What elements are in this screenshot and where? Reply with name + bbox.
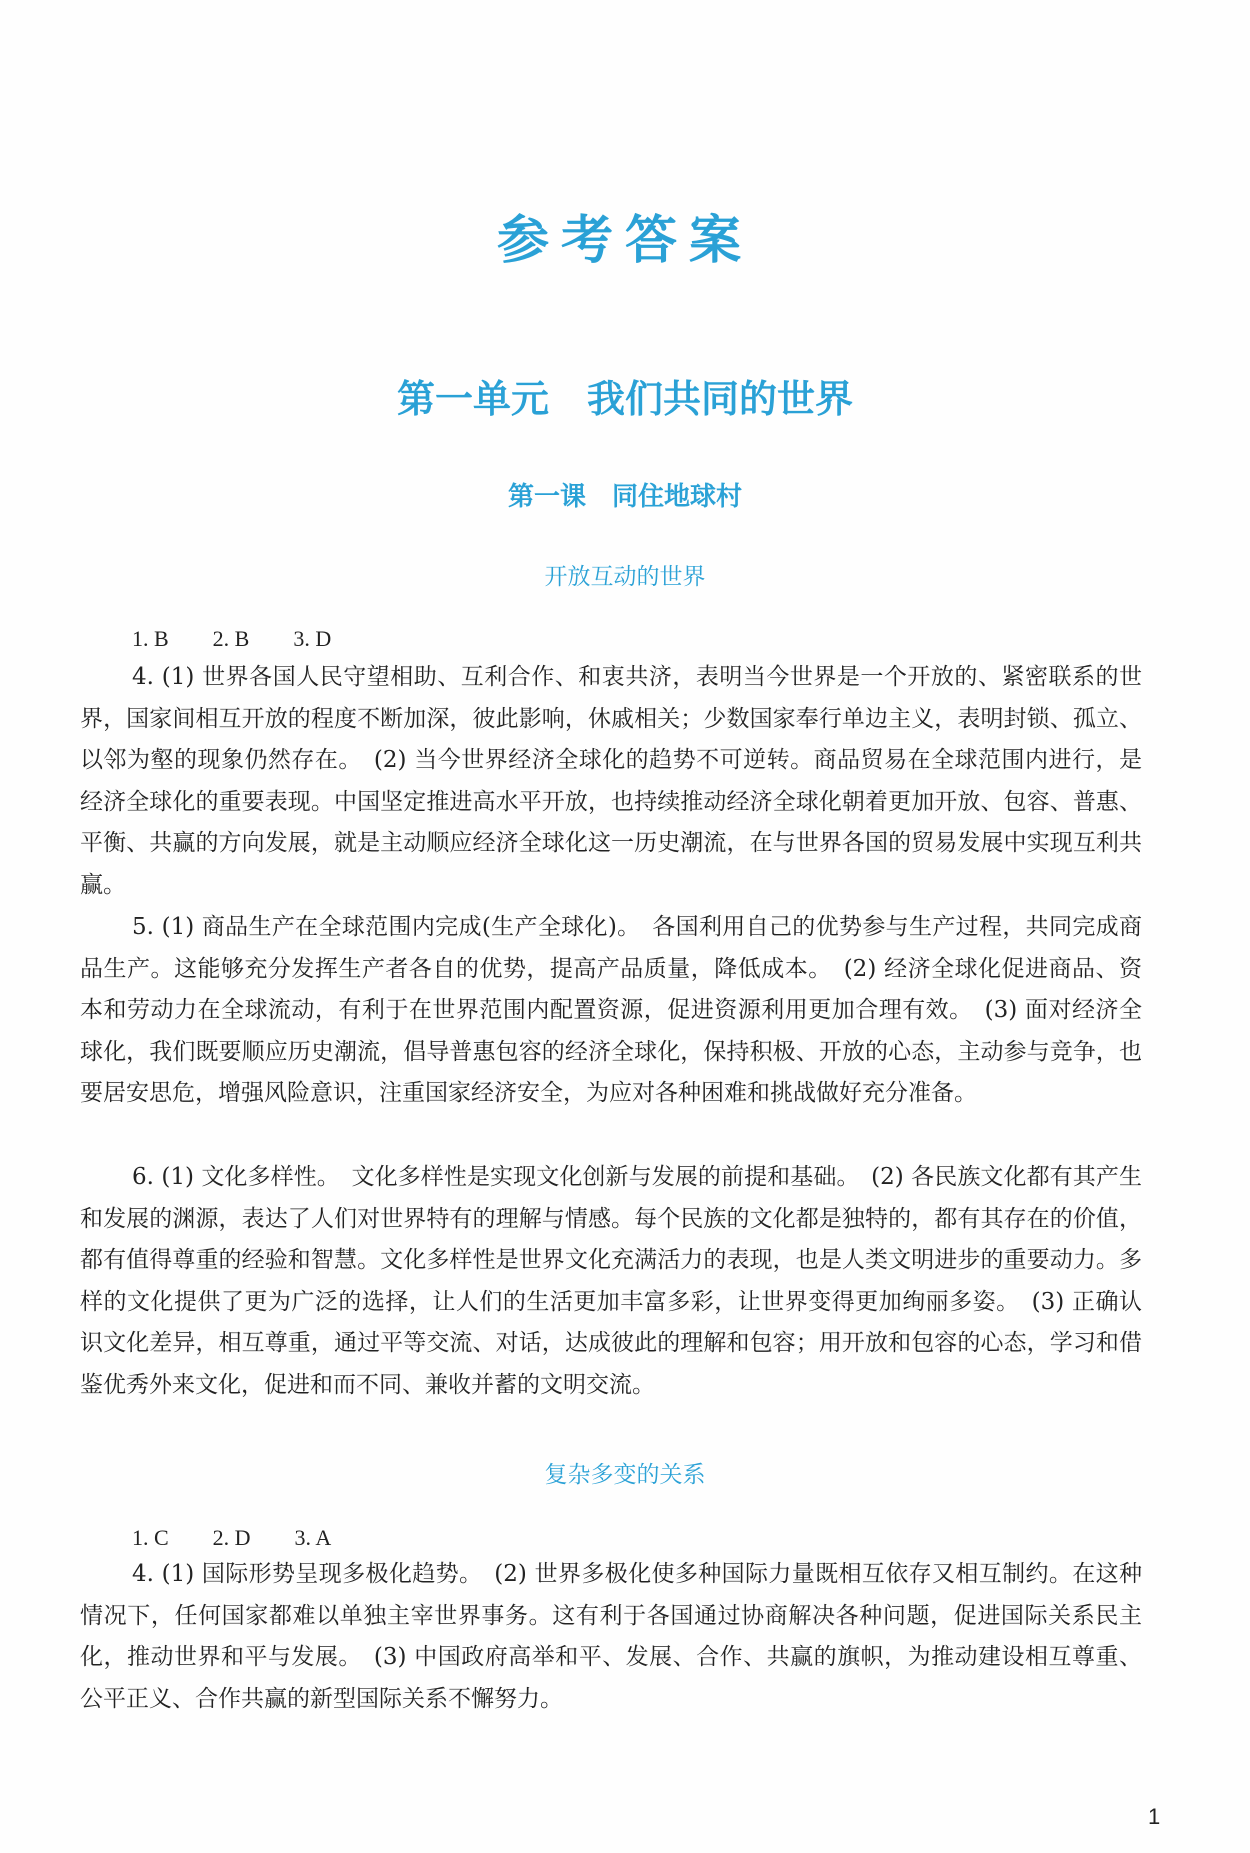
answer-paragraph: 4. (1) 世界各国人民守望相助、互利合作、和衷共济，表明当今世界是一个开放的、紧密联系的世界，国家间相互开放的程度不断加深，彼此影响，休戚相关；少数国家奉行单边主义，表明封锁、孤立、以邻为壑的现象仍然存在。 (2) 当今世界经济全球化的趋势不可逆转。商品贸易在全球范围内进行，是经济全球化的重要表现。中国坚定推进高水平开放，也持续推动经济全球化朝着更加开放、包容、普惠、平衡、共赢的方向发展，就是主动顺应经济全球化这一历史潮流，在与世界各国的贸易发展中实现互利共赢。 — [80, 664, 1142, 898]
section-title-complex-relations: 复杂多变的关系 — [544, 1462, 706, 1488]
page-number: 1 — [1148, 1804, 1161, 1829]
answer-paragraph: 5. (1) 商品生产在全球范围内完成(生产全球化)。 各国利用自己的优势参与生产过程，共同完成商品生产。这能够充分发挥生产者各自的优势，提高产品质量，降低成本。 (2) 经济全球化促进商品、资本和劳动力在全球流动，有利于在世界范围内配置资源，促进资源利用更加合理有效。 (3) 面对经济全球化，我们既要顺应历史潮流，倡导普惠包容的经济全球化，保持积极、开放的心态，主动参与竞争，也要居安思危，增强风险意识，注重国家经济安全，为应对各种困难和挑战做好充分准备。 — [80, 914, 1142, 1106]
unit-title: 第一单元 我们共同的世界 — [396, 376, 853, 421]
choice-answers: 1. C 2. D 3. A — [132, 1525, 332, 1550]
answer-paragraph: 6. (1) 文化多样性。 文化多样性是实现文化创新与发展的前提和基础。 (2) 各民族文化都有其产生和发展的渊源，表达了人们对世界特有的理解与情感。每个民族的文化都是独特的，都有其存在的价值，都有值得尊重的经验和智慧。文化多样性是世界文化充满活力的表现，也是人类文明进步的重要动力。多样的文化提供了更为广泛的选择，让人们的生活更加丰富多彩，让世界变得更加绚丽多姿。 (3) 正确认识文化差异，相互尊重，通过平等交流、对话，达成彼此的理解和包容；用开放和包容的心态，学习和借鉴优秀外来文化，促进和而不同、兼收并蓄的文明交流。 — [80, 1164, 1142, 1398]
answer-paragraph: 4. (1) 国际形势呈现多极化趋势。 (2) 世界多极化使多种国际力量既相互依存又相互制约。在这种情况下，任何国家都难以单独主宰世界事务。这有利于各国通过协商解决各种问题，促进国际关系民主化，推动世界和平与发展。 (3) 中国政府高举和平、发展、合作、共赢的旗帜，为推动建设相互尊重、公平正义、合作共赢的新型国际关系不懈努力。 — [80, 1561, 1142, 1712]
choice-answers: 1. B 2. B 3. D — [132, 626, 332, 651]
lesson-title: 第一课 同住地球村 — [507, 482, 742, 512]
section-title-open-world: 开放互动的世界 — [544, 564, 706, 590]
page-title: 参考答案 — [496, 210, 753, 271]
